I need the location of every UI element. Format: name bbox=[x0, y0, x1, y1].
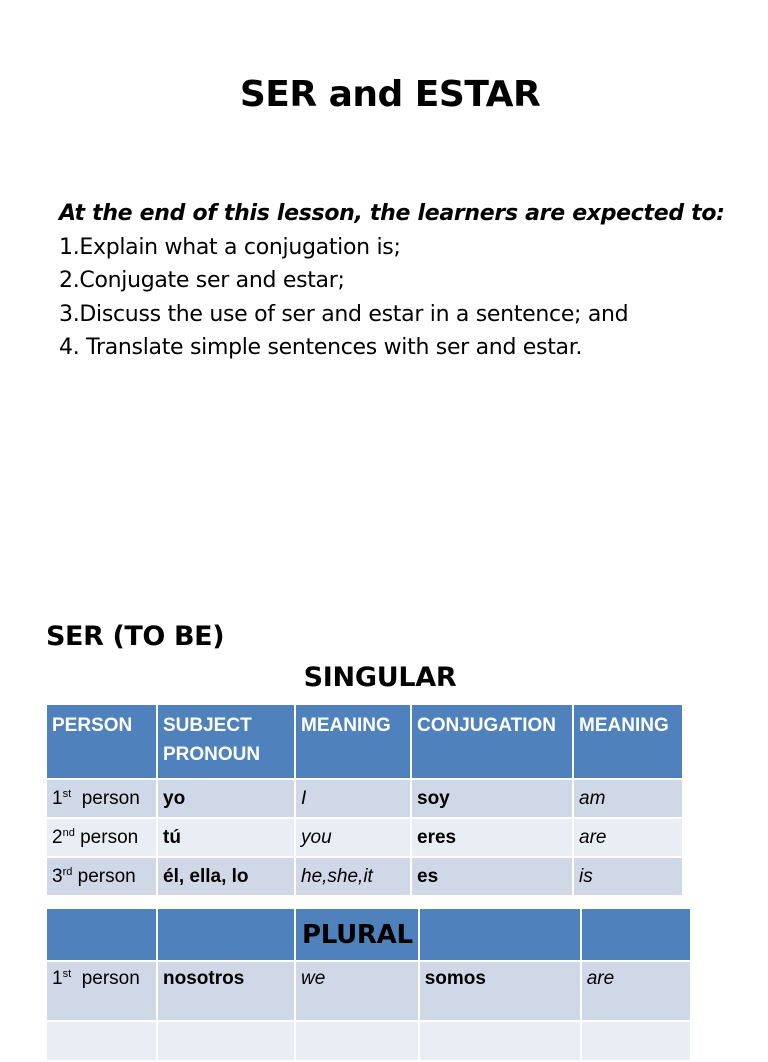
column-header-verb-meaning: MEANING bbox=[573, 704, 683, 779]
pronoun-cell: yo bbox=[157, 779, 295, 818]
ordinal-suffix: rd bbox=[62, 865, 73, 878]
objectives-block bbox=[59, 197, 759, 365]
person-label: person bbox=[74, 826, 139, 848]
pronoun-cell: tú bbox=[157, 818, 295, 857]
empty-cell bbox=[419, 1021, 581, 1061]
objectives-lead: At the end of this lesson, the learners are expected to: bbox=[59, 201, 725, 226]
verb-meaning-cell: are bbox=[573, 818, 683, 857]
conjugation-cell: soy bbox=[411, 779, 573, 818]
page-title: SER and ESTAR bbox=[239, 74, 541, 115]
person-number: 3 bbox=[52, 865, 63, 887]
meaning-cell: he,she,it bbox=[295, 857, 411, 896]
person-number: 1 bbox=[52, 787, 63, 809]
plural-conjugation-table bbox=[45, 907, 692, 1062]
empty-cell bbox=[157, 1021, 295, 1061]
meaning-cell: you bbox=[295, 818, 411, 857]
table-row bbox=[46, 961, 691, 1021]
person-label: person bbox=[72, 865, 136, 887]
pronoun-cell: él, ella, lo bbox=[157, 857, 295, 896]
meaning-cell: we bbox=[295, 961, 419, 1021]
meaning-cell: I bbox=[295, 779, 411, 818]
conjugation-cell: somos bbox=[419, 961, 581, 1021]
person-label: person bbox=[71, 787, 140, 809]
table-row bbox=[46, 1021, 691, 1061]
singular-heading: SINGULAR bbox=[303, 662, 457, 693]
table-header-row bbox=[46, 704, 683, 779]
empty-cell bbox=[295, 1021, 419, 1061]
column-header-conjugation: CONJUGATION bbox=[411, 704, 573, 779]
person-cell bbox=[46, 779, 157, 818]
verb-meaning-cell: are bbox=[581, 961, 691, 1021]
conjugation-cell: eres bbox=[411, 818, 573, 857]
empty-cell bbox=[46, 1021, 157, 1061]
person-cell bbox=[46, 961, 157, 1021]
objective-item: 1.Explain what a conjugation is; bbox=[59, 234, 401, 260]
header-cell-empty bbox=[157, 908, 295, 961]
ordinal-suffix: nd bbox=[62, 826, 75, 839]
ordinal-suffix: st bbox=[62, 968, 72, 980]
header-cell-empty bbox=[581, 908, 691, 961]
singular-conjugation-table bbox=[45, 703, 684, 897]
header-cell-empty bbox=[419, 908, 581, 961]
column-header-subject-pronoun: SUBJECT PRONOUN bbox=[157, 704, 295, 779]
column-header-person: PERSON bbox=[46, 704, 157, 779]
plural-heading: PLURAL bbox=[295, 908, 419, 961]
plural-header-row bbox=[46, 908, 691, 961]
table-row bbox=[46, 818, 683, 857]
conjugation-cell: es bbox=[411, 857, 573, 896]
verb-meaning-cell: is bbox=[573, 857, 683, 896]
empty-cell bbox=[581, 1021, 691, 1061]
person-number: 2 bbox=[52, 826, 63, 848]
person-number: 1 bbox=[52, 968, 63, 989]
table-row bbox=[46, 779, 683, 818]
verb-meaning-cell: am bbox=[573, 779, 683, 818]
table-row bbox=[46, 857, 683, 896]
ordinal-suffix: st bbox=[62, 787, 72, 800]
person-cell bbox=[46, 857, 157, 896]
objective-item: 2.Conjugate ser and estar; bbox=[59, 268, 345, 293]
header-cell-empty bbox=[46, 908, 157, 961]
objective-item: 3.Discuss the use of ser and estar in a sentence; and bbox=[59, 301, 629, 327]
person-cell bbox=[46, 818, 157, 857]
person-label: person bbox=[71, 968, 140, 989]
pronoun-cell: nosotros bbox=[157, 961, 295, 1021]
section-heading-ser: SER (TO BE) bbox=[46, 621, 225, 652]
objective-item: 4. Translate simple sentences with ser and estar. bbox=[59, 335, 583, 360]
column-header-meaning: MEANING bbox=[295, 704, 411, 779]
